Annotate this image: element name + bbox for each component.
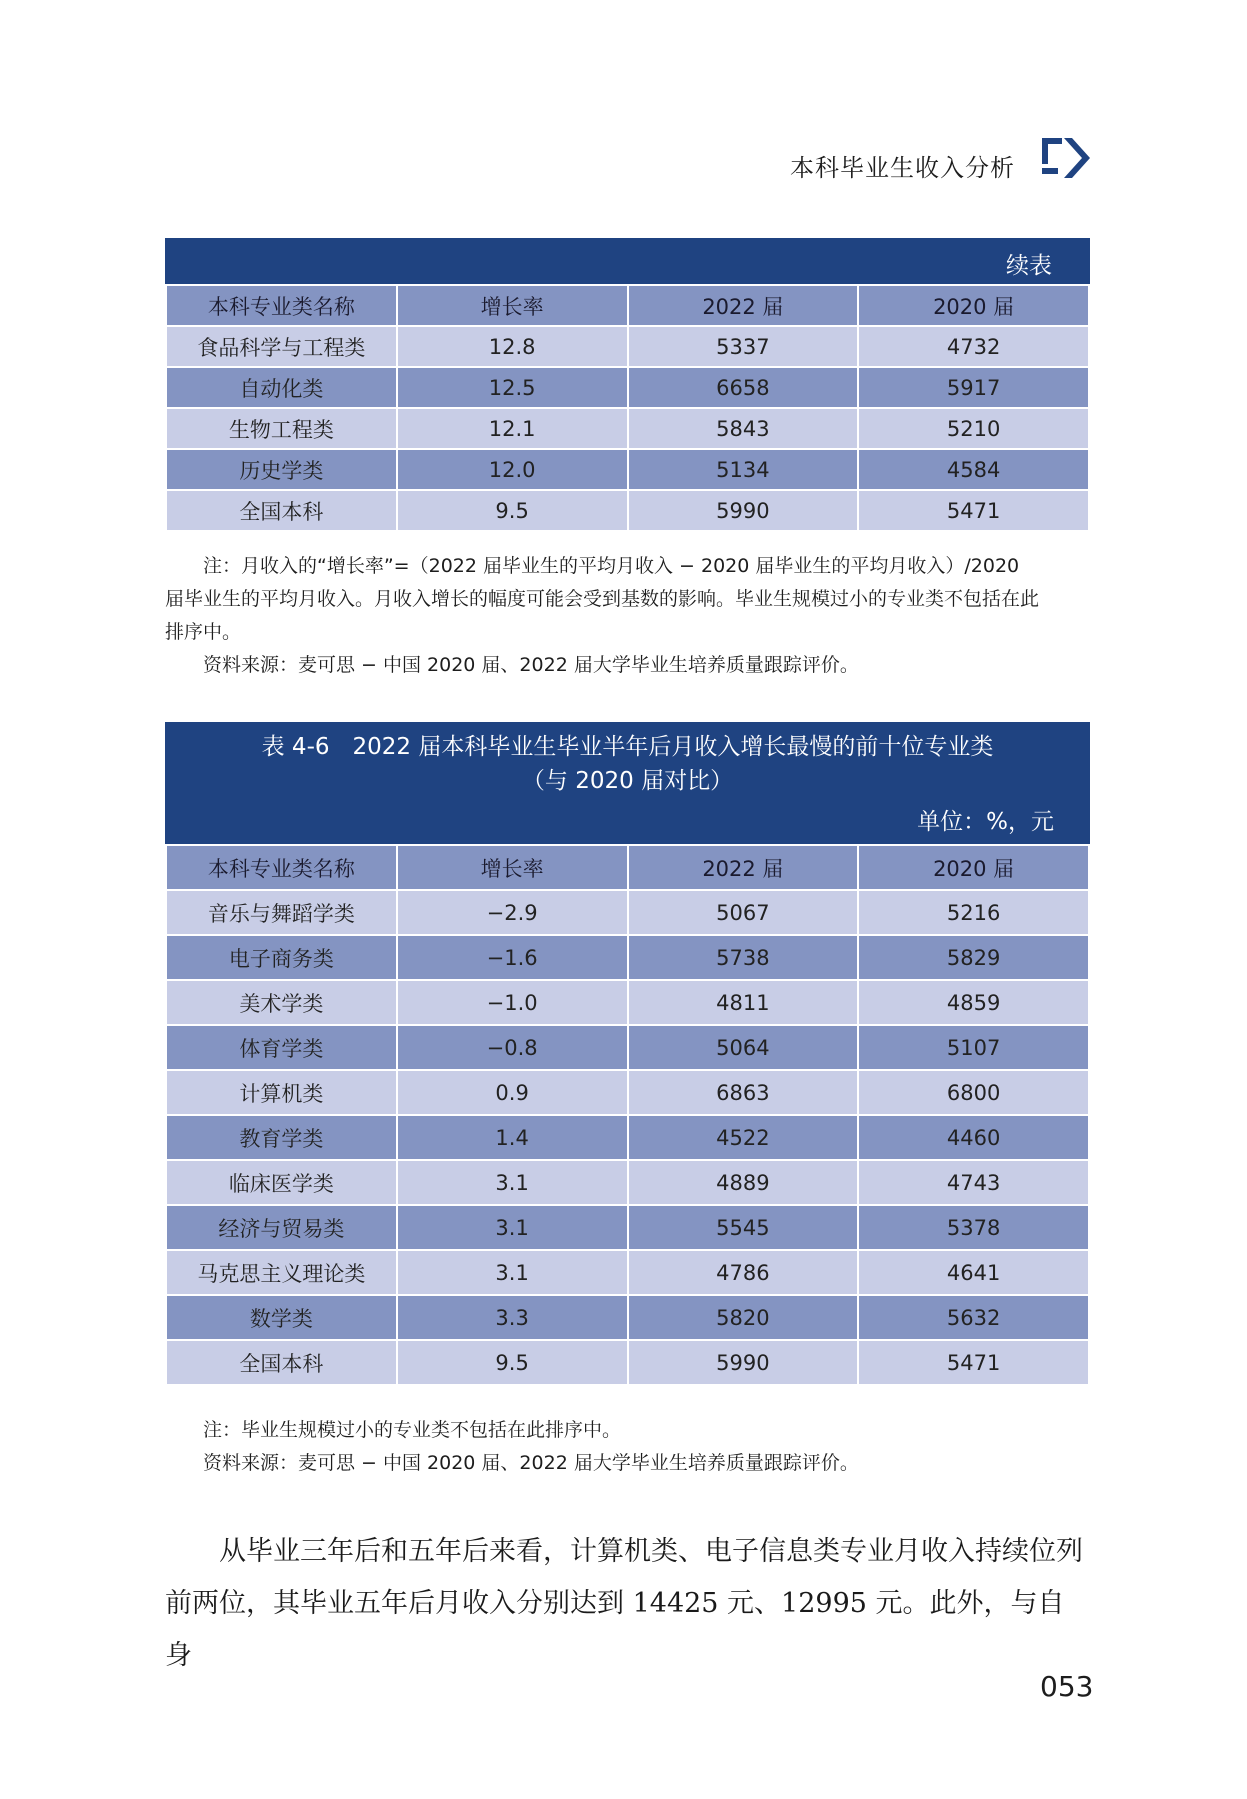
table-cell: 4522 — [628, 1115, 859, 1160]
column-header: 本科专业类名称 — [166, 285, 397, 326]
table-cell: 12.5 — [397, 367, 628, 408]
table-cell: 历史学类 — [166, 449, 397, 490]
source-line: 资料来源：麦可思 − 中国 2020 届、2022 届大学毕业生培养质量跟踪评价。 — [203, 654, 859, 676]
table-cell: 4859 — [858, 980, 1089, 1025]
table-title-bar — [165, 722, 1090, 844]
column-header-row — [166, 845, 1089, 890]
table-cell: 6800 — [858, 1070, 1089, 1115]
table-row — [166, 1025, 1089, 1070]
note-line: 注：月收入的“增长率”=（2022 届毕业生的平均月收入 − 2020 届毕业生的平均月收入）/2020 — [203, 555, 1020, 577]
table2-notes — [165, 1414, 1090, 1480]
source-line: 资料来源：麦可思 − 中国 2020 届、2022 届大学毕业生培养质量跟踪评价。 — [203, 1452, 859, 1474]
table-row — [166, 449, 1089, 490]
column-header: 增长率 — [397, 845, 628, 890]
table-cell: 5820 — [628, 1295, 859, 1340]
table-cell: 5990 — [628, 1340, 859, 1385]
table-cell: 3.3 — [397, 1295, 628, 1340]
table-row — [166, 408, 1089, 449]
table-cell: 计算机类 — [166, 1070, 397, 1115]
table-cell: −0.8 — [397, 1025, 628, 1070]
table-cell: 食品科学与工程类 — [166, 326, 397, 367]
column-header: 2022 届 — [628, 285, 859, 326]
table-cell: −2.9 — [397, 890, 628, 935]
table-cell: −1.6 — [397, 935, 628, 980]
table-cell: 5632 — [858, 1295, 1089, 1340]
table-cell: 9.5 — [397, 1340, 628, 1385]
table-cell: 音乐与舞蹈学类 — [166, 890, 397, 935]
table-row — [166, 935, 1089, 980]
table-cell: 5471 — [858, 490, 1089, 531]
table-row — [166, 1340, 1089, 1385]
table-row — [166, 1250, 1089, 1295]
table-cell: 5067 — [628, 890, 859, 935]
table-cell: 4732 — [858, 326, 1089, 367]
table-cell: 3.1 — [397, 1205, 628, 1250]
table-header-bar — [165, 238, 1090, 284]
table-cell: 12.1 — [397, 408, 628, 449]
table-cell: 5843 — [628, 408, 859, 449]
table-row — [166, 1160, 1089, 1205]
table-row — [166, 367, 1089, 408]
note-line: 届毕业生的平均月收入。月收入增长的幅度可能会受到基数的影响。毕业生规模过小的专业类不包括在此 — [165, 588, 1040, 610]
table-row — [166, 890, 1089, 935]
table-cell: 5545 — [628, 1205, 859, 1250]
table-cell: 5917 — [858, 367, 1089, 408]
column-header: 2022 届 — [628, 845, 859, 890]
table-cell: 5471 — [858, 1340, 1089, 1385]
column-header: 2020 届 — [858, 285, 1089, 326]
column-header-row — [166, 285, 1089, 326]
table-title — [165, 730, 1090, 798]
table-row — [166, 326, 1089, 367]
table-cell: 4584 — [858, 449, 1089, 490]
table-cell: 体育学类 — [166, 1025, 397, 1070]
table-cell: 3.1 — [397, 1250, 628, 1295]
table-row — [166, 1205, 1089, 1250]
table-cell: 4811 — [628, 980, 859, 1025]
table-cell: 数学类 — [166, 1295, 397, 1340]
table-title-line: （与 2020 届对比） — [521, 768, 734, 794]
table-cell: 5990 — [628, 490, 859, 531]
page-number: 053 — [1040, 1670, 1094, 1703]
table-cell: 全国本科 — [166, 490, 397, 531]
table-row — [166, 1070, 1089, 1115]
table-cell: 美术学类 — [166, 980, 397, 1025]
table-cell: 5337 — [628, 326, 859, 367]
table-cell: 5064 — [628, 1025, 859, 1070]
table-cell: 6863 — [628, 1070, 859, 1115]
continued-label: 续表 — [1006, 253, 1052, 279]
table-cell: 5210 — [858, 408, 1089, 449]
continued-table — [165, 238, 1090, 532]
table-cell: 4889 — [628, 1160, 859, 1205]
table-cell: 3.1 — [397, 1160, 628, 1205]
table-cell: 5738 — [628, 935, 859, 980]
table-row — [166, 980, 1089, 1025]
chapter-logo-icon — [1040, 134, 1096, 182]
table-cell: 12.0 — [397, 449, 628, 490]
paragraph-text: 从毕业三年后和五年后来看，计算机类、电子信息类专业月收入持续位列前两位，其毕业五年后月收入分别达到 14425 元、12995 元。此外，与自身 — [165, 1536, 1083, 1671]
unit-label: 单位：%，元 — [917, 809, 1054, 835]
note-line: 排序中。 — [165, 621, 242, 643]
table-row — [166, 490, 1089, 531]
table-cell: 生物工程类 — [166, 408, 397, 449]
note-line: 注：毕业生规模过小的专业类不包括在此排序中。 — [203, 1419, 622, 1441]
table-cell: 4743 — [858, 1160, 1089, 1205]
table-cell: 5134 — [628, 449, 859, 490]
income-growth-table-continued — [165, 284, 1090, 532]
table1-notes — [165, 550, 1090, 682]
table-cell: 12.8 — [397, 326, 628, 367]
table-cell: 临床医学类 — [166, 1160, 397, 1205]
table-title-line: 表 4-6 2022 届本科毕业生毕业半年后月收入增长最慢的前十位专业类 — [261, 734, 994, 760]
table-cell: 5107 — [858, 1025, 1089, 1070]
table-cell: 5216 — [858, 890, 1089, 935]
table-cell: 全国本科 — [166, 1340, 397, 1385]
column-header: 本科专业类名称 — [166, 845, 397, 890]
table-cell: 5829 — [858, 935, 1089, 980]
table-cell: 4641 — [858, 1250, 1089, 1295]
table-cell: 5378 — [858, 1205, 1089, 1250]
table-row — [166, 1295, 1089, 1340]
table-cell: 教育学类 — [166, 1115, 397, 1160]
column-header: 增长率 — [397, 285, 628, 326]
income-growth-table — [165, 844, 1090, 1386]
table-cell: −1.0 — [397, 980, 628, 1025]
table-cell: 9.5 — [397, 490, 628, 531]
table-cell: 4786 — [628, 1250, 859, 1295]
table-cell: 马克思主义理论类 — [166, 1250, 397, 1295]
table-cell: 经济与贸易类 — [166, 1205, 397, 1250]
table-cell: 自动化类 — [166, 367, 397, 408]
table-row — [166, 1115, 1089, 1160]
slowest-growth-table — [165, 722, 1090, 1386]
table-cell: 0.9 — [397, 1070, 628, 1115]
column-header: 2020 届 — [858, 845, 1089, 890]
table-cell: 1.4 — [397, 1115, 628, 1160]
running-header-title: 本科毕业生收入分析 — [790, 154, 1015, 182]
table-cell: 4460 — [858, 1115, 1089, 1160]
table-cell: 6658 — [628, 367, 859, 408]
body-paragraph — [165, 1526, 1090, 1682]
table-cell: 电子商务类 — [166, 935, 397, 980]
